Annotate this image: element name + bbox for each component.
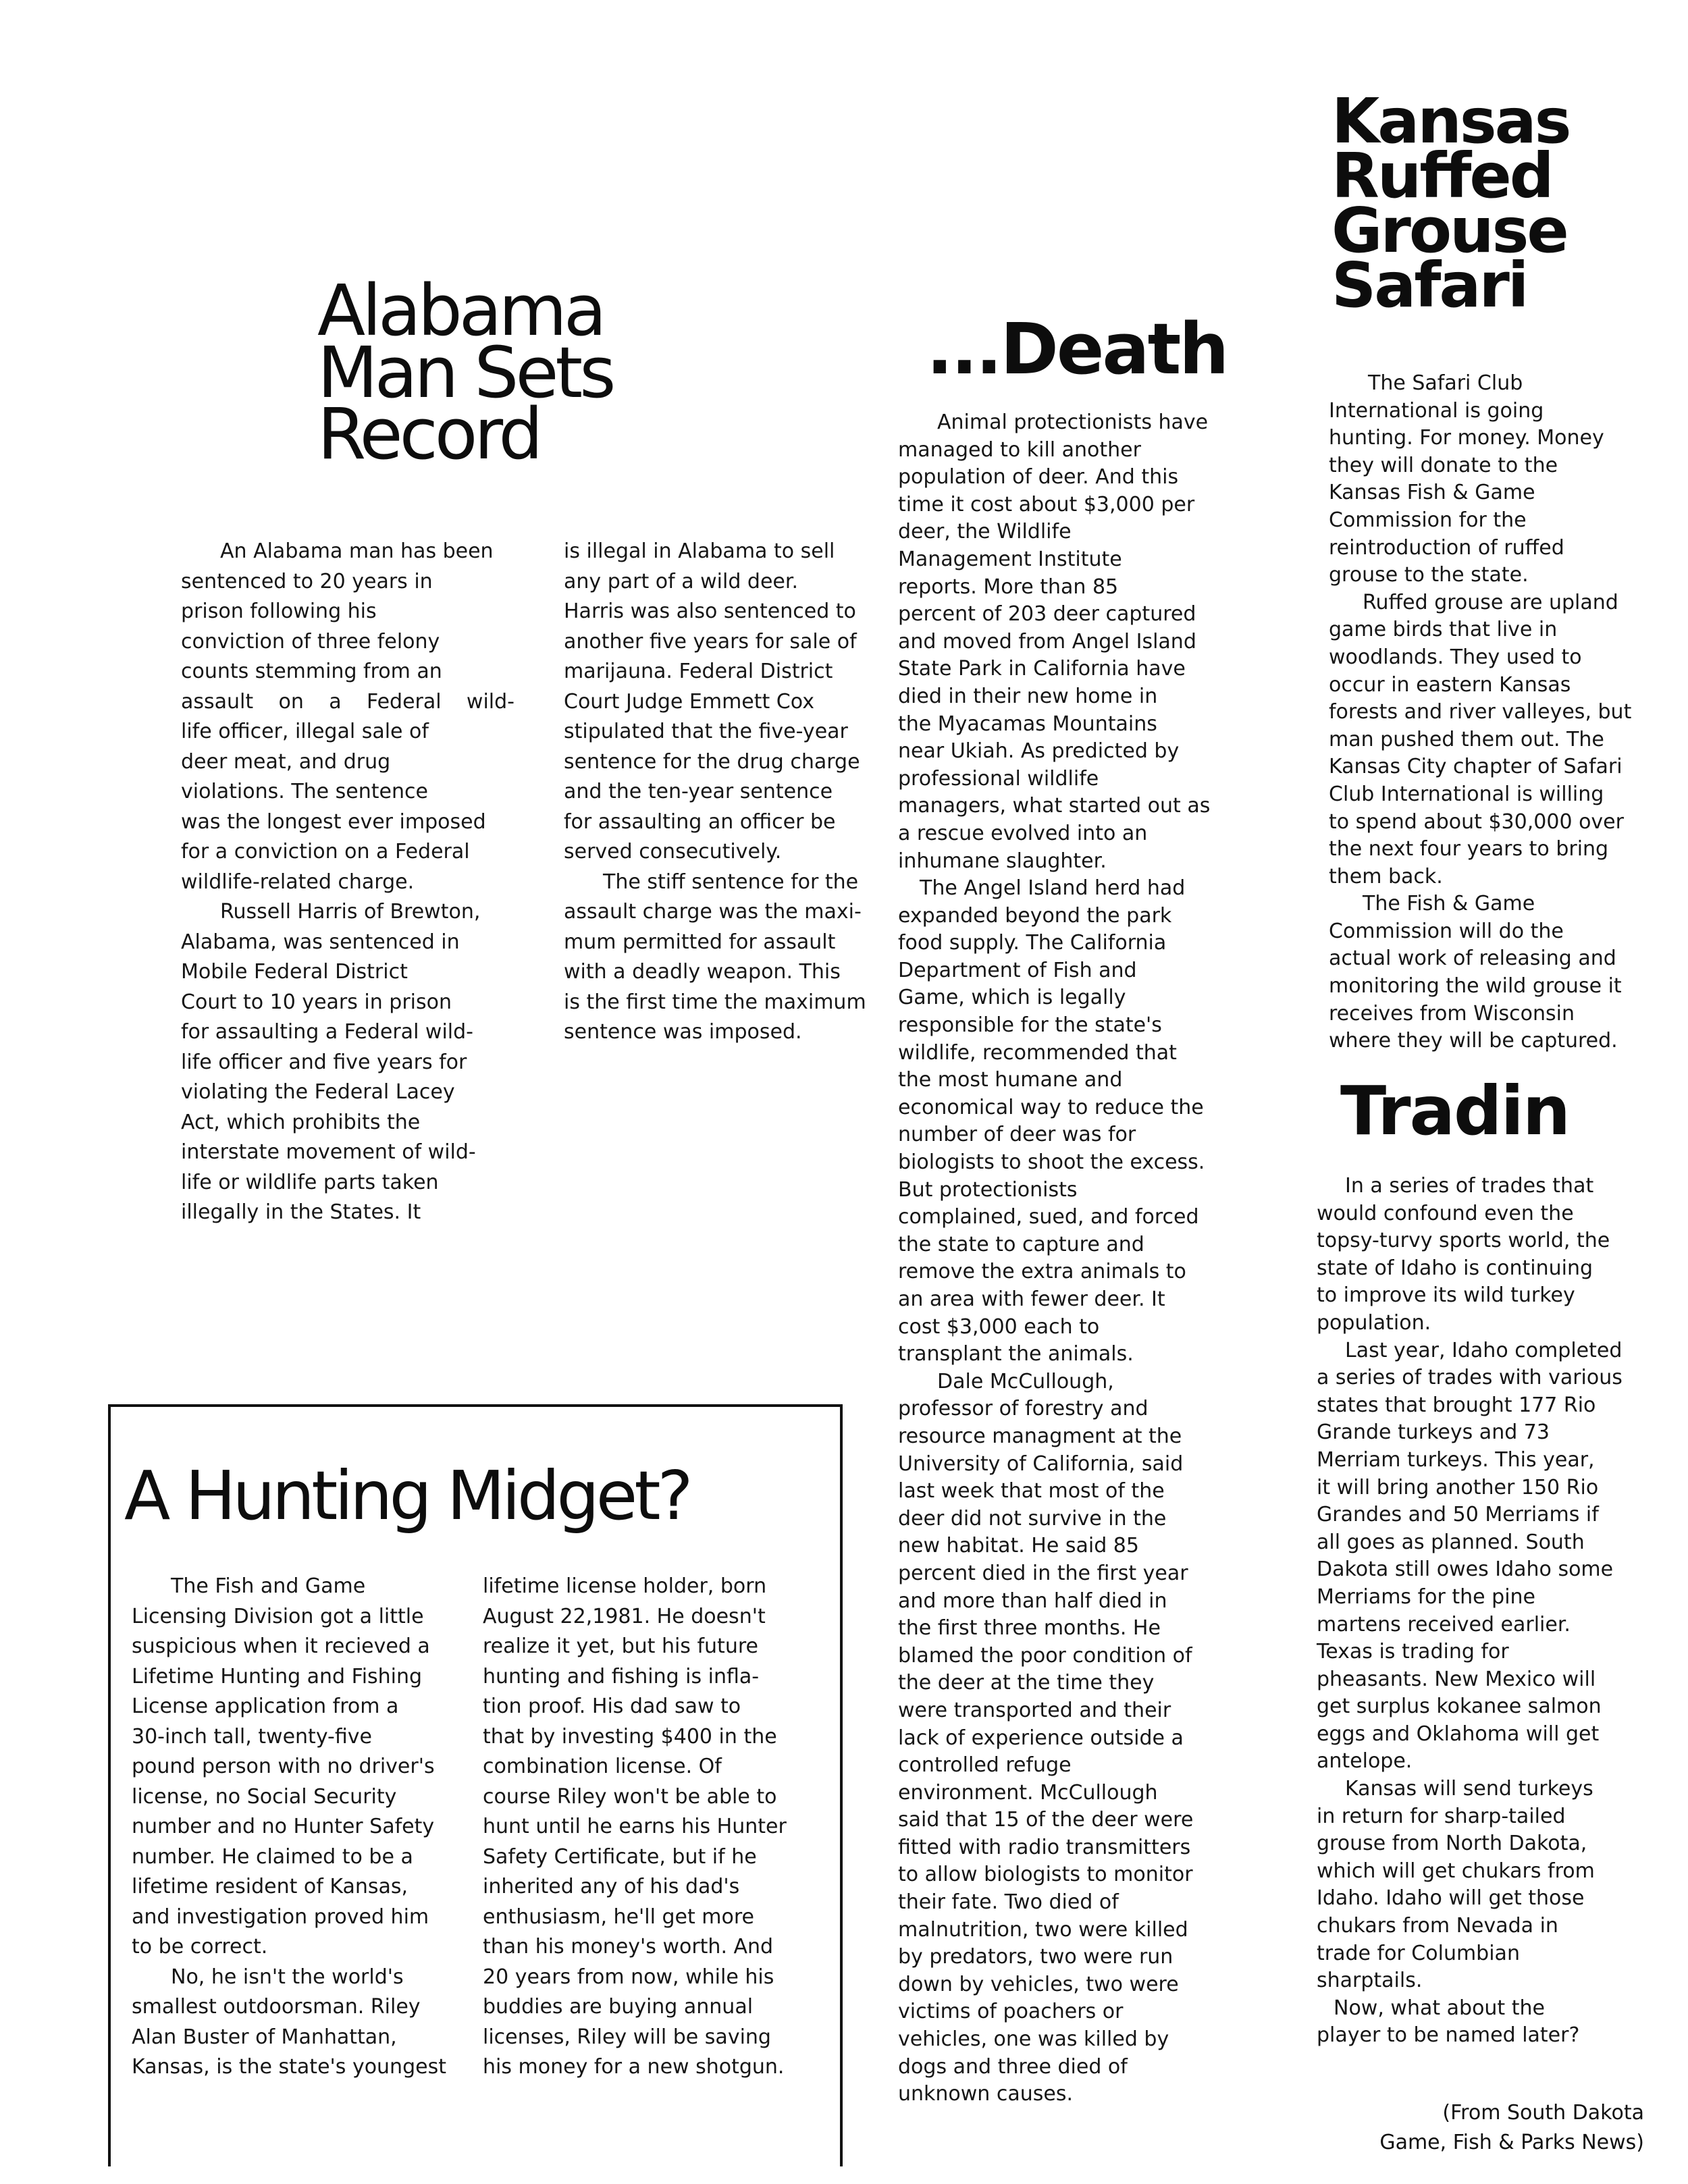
alabama-headline <box>317 269 613 476</box>
text-line: percent died in the first year <box>898 1561 1188 1585</box>
alabama-column-2 <box>564 537 898 1048</box>
text-line: them back. <box>1329 864 1443 888</box>
text-line: reports. More than 85 <box>898 575 1119 599</box>
text-line: would confound even the <box>1317 1201 1574 1225</box>
text-line: for assaulting a Federal wild- <box>181 1020 474 1044</box>
text-line: Club International is willing <box>1329 782 1604 806</box>
text-line: marijauna. Federal District <box>564 660 833 683</box>
text-line: it will bring another 150 Rio <box>1317 1475 1599 1499</box>
text-line: and moved from Angel Island <box>898 629 1196 654</box>
text-line: receives from Wisconsin <box>1329 1001 1575 1026</box>
text-line: new habitat. He said 85 <box>898 1534 1139 1558</box>
kansas-headline-line-1: Kansas <box>1331 85 1570 157</box>
midget-column-2 <box>483 1572 814 2083</box>
text-line: Alan Buster of Manhattan, <box>132 2025 397 2049</box>
text-line: for a conviction on a Federal <box>181 840 470 863</box>
text-line: Merriam turkeys. This year, <box>1317 1447 1595 1472</box>
text-line: resource managment at the <box>898 1424 1182 1448</box>
text-line: August 22,1981. He doesn't <box>483 1604 766 1628</box>
text-line: and more than half died in <box>898 1589 1167 1613</box>
credit-line: (From South Dakota <box>1442 2101 1644 2125</box>
text-line: combination license. Of <box>483 1755 722 1778</box>
text-line: State Park in California have <box>898 657 1186 681</box>
text-line: transplant the animals. <box>898 1342 1134 1366</box>
text-line: hunting. For money. Money <box>1329 426 1604 450</box>
text-line: Animal protectionists have <box>937 410 1209 434</box>
text-line: The Fish & Game <box>1363 892 1535 916</box>
text-line: that by investing $400 in the <box>483 1724 777 1749</box>
alabama-column-1 <box>181 537 515 1228</box>
kansas-headline-line-4: Safari <box>1331 248 1527 321</box>
text-line: died in their new home in <box>898 684 1158 708</box>
text-line: The Safari Club <box>1368 371 1523 395</box>
text-line: which will get chukars from <box>1317 1859 1595 1883</box>
kansas-headline <box>1331 85 1570 321</box>
text-line: licenses, Riley will be saving <box>483 2025 771 2049</box>
text-line: Merriams for the pine <box>1317 1584 1535 1609</box>
text-line: to allow biologists to monitor <box>898 1863 1193 1887</box>
text-line: number of deer was for <box>898 1123 1136 1147</box>
text-line: Commission for the <box>1329 508 1527 532</box>
text-line: economical way to reduce the <box>898 1095 1204 1119</box>
text-line: malnutrition, two were killed <box>898 1917 1188 1942</box>
text-line: Russell Harris of Brewton, <box>220 900 481 924</box>
text-line: Game, which is legally <box>898 986 1126 1010</box>
text-line: enthusiasm, he'll get more <box>483 1905 754 1929</box>
text-line: life or wildlife parts taken <box>181 1170 439 1194</box>
text-line: than his money's worth. And <box>483 1935 774 1959</box>
text-line: number and no Hunter Safety <box>132 1815 435 1838</box>
text-line: Commission will do the <box>1329 919 1564 943</box>
text-line: Grandes and 50 Merriams if <box>1317 1503 1599 1527</box>
text-line: expanded beyond the park <box>898 903 1172 928</box>
text-line: reintroduction of ruffed <box>1329 535 1564 560</box>
text-line: sentence for the drug charge <box>564 749 860 774</box>
text-line: Court to 10 years in prison <box>181 990 452 1014</box>
text-line: they will donate to the <box>1329 453 1558 477</box>
text-line: wildlife-related charge. <box>181 870 415 894</box>
text-line: population of deer. And this <box>898 465 1179 489</box>
text-line: suspicious when it recieved a <box>132 1634 430 1658</box>
text-line: life officer, illegal sale of <box>181 720 429 743</box>
text-line: sentenced to 20 years in <box>181 569 433 593</box>
text-line: life officer and five years for <box>181 1050 467 1074</box>
trading-column <box>1317 1173 1654 2050</box>
text-line: inherited any of his dad's <box>483 1875 740 1898</box>
text-line: woodlands. They used to <box>1329 645 1582 669</box>
text-line: smallest outdoorsman. Riley <box>132 1995 421 2019</box>
text-line: percent of 203 deer captured <box>898 602 1196 627</box>
text-line: biologists to shoot the excess. <box>898 1150 1205 1175</box>
text-line: 30-inch tall, twenty-five <box>132 1724 372 1749</box>
text-line: food supply. The California <box>898 931 1167 955</box>
text-line: time it cost about $3,000 per <box>898 492 1195 516</box>
text-line: actual work of releasing and <box>1329 947 1616 971</box>
text-line: the state to capture and <box>898 1232 1144 1256</box>
text-line: stipulated that the five-year <box>564 720 848 743</box>
text-line: hunt until he earns his Hunter <box>483 1815 787 1838</box>
text-line: Idaho. Idaho will get those <box>1317 1886 1585 1911</box>
text-line: unknown causes. <box>898 2082 1073 2106</box>
text-line: Last year, Idaho completed <box>1345 1338 1623 1362</box>
text-line: is the first time the maximum <box>564 990 866 1014</box>
text-line: managers, what started out as <box>898 794 1211 818</box>
text-line: last week that most of the <box>898 1479 1165 1503</box>
text-line: down by vehicles, two were <box>898 1972 1179 1996</box>
text-line: with a deadly weapon. This <box>564 960 841 984</box>
text-line: trade for Columbian <box>1317 1941 1520 1965</box>
text-line: deer meat, and drug <box>181 749 391 774</box>
text-line: deer did not survive in the <box>898 1506 1167 1530</box>
text-line: game birds that live in <box>1329 618 1558 642</box>
text-line: Safety Certificate, but if he <box>483 1844 757 1869</box>
text-line: occur in eastern Kansas <box>1329 672 1571 697</box>
text-line: Texas is trading for <box>1317 1640 1509 1664</box>
text-line: assault on a Federal wild- <box>181 689 515 714</box>
text-line: states that brought 177 Rio <box>1317 1393 1596 1417</box>
text-line: the first three months. He <box>898 1616 1161 1641</box>
text-line: deer, the Wildlife <box>898 520 1072 544</box>
text-line: pheasants. New Mexico will <box>1317 1667 1596 1691</box>
text-line: population. <box>1317 1310 1431 1335</box>
text-line: topsy-turvy sports world, the <box>1317 1229 1610 1253</box>
text-line: Court Judge Emmett Cox <box>564 689 814 714</box>
text-line: hunting and fishing is infla- <box>483 1664 760 1688</box>
text-line: and the ten-year sentence <box>564 780 833 803</box>
text-line: vehicles, one was killed by <box>898 2027 1169 2052</box>
text-line: assault charge was the maxi- <box>564 900 862 924</box>
text-line: License application from a <box>132 1695 399 1718</box>
trading-headline: Tradin <box>1340 1071 1570 1150</box>
text-line: managed to kill another <box>898 437 1141 462</box>
text-line: pound person with no driver's <box>132 1755 435 1778</box>
text-line: inhumane slaughter. <box>898 849 1107 873</box>
text-line: tion proof. His dad saw to <box>483 1695 741 1718</box>
text-line: Kansas will send turkeys <box>1345 1777 1593 1801</box>
text-line: a rescue evolved into an <box>898 821 1148 845</box>
text-line: chukars from Nevada in <box>1317 1914 1558 1938</box>
source-credit <box>1337 2098 1644 2158</box>
text-line: martens received earlier. <box>1317 1612 1571 1636</box>
credit-line: Game, Fish & Parks News) <box>1379 2131 1644 2154</box>
text-line: the most humane and <box>898 1068 1123 1092</box>
text-line: Alabama, was sentenced in <box>181 930 460 954</box>
text-line: buddies are buying annual <box>483 1995 754 2019</box>
text-line: Mobile Federal District <box>181 960 408 984</box>
text-line: University of California, said <box>898 1451 1184 1476</box>
text-line: course Riley won't be able to <box>483 1784 777 1809</box>
text-line: environment. McCullough <box>898 1780 1158 1805</box>
text-line: Kansas Fish & Game <box>1329 481 1535 505</box>
text-line: interstate movement of wild- <box>181 1140 476 1164</box>
text-line: the deer at the time they <box>898 1671 1155 1695</box>
text-line: to improve its wild turkey <box>1317 1283 1575 1308</box>
alabama-headline-line-2: Man Sets <box>317 331 613 414</box>
text-line: sentence was imposed. <box>564 1020 802 1044</box>
text-line: their fate. Two died of <box>898 1890 1119 1915</box>
text-line: professional wildlife <box>898 766 1099 791</box>
text-line: But protectionists <box>898 1177 1078 1202</box>
text-line: eggs and Oklahoma will get <box>1317 1722 1600 1746</box>
text-line: forests and river valleyes, but <box>1329 700 1632 724</box>
text-line: his money for a new shotgun. <box>483 2055 785 2079</box>
text-line: an area with fewer deer. It <box>898 1287 1165 1311</box>
midget-headline: A Hunting Midget? <box>124 1456 690 1535</box>
text-line: 20 years from now, while his <box>483 1965 774 1989</box>
text-line: blamed the poor condition of <box>898 1643 1192 1668</box>
text-line: The Angel Island herd had <box>920 876 1186 901</box>
alabama-headline-line-1: Alabama <box>317 269 604 352</box>
text-line: a series of trades with various <box>1317 1366 1623 1390</box>
text-line: violating the Federal Lacey <box>181 1080 455 1104</box>
text-line: professor of forestry and <box>898 1397 1149 1421</box>
text-line: dogs and three died of <box>898 2054 1128 2079</box>
text-line: Ruffed grouse are upland <box>1363 590 1618 614</box>
text-line: monitoring the wild grouse it <box>1329 974 1622 998</box>
text-line: Department of Fish and <box>898 958 1137 982</box>
midget-column-1 <box>132 1572 469 2083</box>
text-line: man pushed them out. The <box>1329 727 1604 751</box>
text-line: in return for sharp-tailed <box>1317 1804 1566 1828</box>
text-line: Kansas, is the state's youngest <box>132 2055 446 2079</box>
text-line: complained, sued, and forced <box>898 1205 1199 1229</box>
text-line: Harris was also sentenced to <box>564 600 856 623</box>
text-line: conviction of three felony <box>181 629 440 654</box>
alabama-headline-line-3: Record <box>317 393 540 476</box>
text-line: Grande turkeys and 73 <box>1317 1420 1550 1445</box>
text-line: Lifetime Hunting and Fishing <box>132 1664 423 1688</box>
text-line: fitted with radio transmitters <box>898 1835 1191 1859</box>
text-line: remove the extra animals to <box>898 1260 1186 1284</box>
death-headline: ...Death <box>926 308 1228 390</box>
text-line: prison following his <box>181 600 377 623</box>
text-line: by predators, two were run <box>898 1945 1173 1969</box>
text-line: Dale McCullough, <box>937 1369 1114 1393</box>
text-line: near Ukiah. As predicted by <box>898 739 1180 764</box>
text-line: counts stemming from an <box>181 660 442 683</box>
text-line: was the longest ever imposed <box>181 809 486 834</box>
text-line: Kansas City chapter of Safari <box>1329 755 1623 779</box>
text-line: to be correct. <box>132 1935 268 1959</box>
text-line: another five years for sale of <box>564 629 857 654</box>
text-line: Management Institute <box>898 547 1122 571</box>
text-line: Dakota still owes Idaho some <box>1317 1557 1614 1582</box>
text-line: for assaulting an officer be <box>564 809 836 834</box>
text-line: the Myacamas Mountains <box>898 712 1157 736</box>
text-line: is illegal in Alabama to sell <box>564 539 835 563</box>
text-line: said that 15 of the deer were <box>898 1808 1194 1832</box>
text-line: where they will be captured. <box>1329 1029 1618 1053</box>
kansas-headline-line-2: Ruffed <box>1331 139 1552 212</box>
text-line: number. He claimed to be a <box>132 1844 413 1869</box>
text-line: No, he isn't the world's <box>171 1965 404 1989</box>
kansas-column <box>1329 370 1660 1055</box>
text-line: state of Idaho is continuing <box>1317 1256 1593 1280</box>
text-line: In a series of trades that <box>1345 1174 1594 1198</box>
text-line: The Fish and Game <box>171 1574 366 1598</box>
text-line: lack of experience outside a <box>898 1726 1184 1750</box>
text-line: mum permitted for assault <box>564 930 836 954</box>
text-line: Licensing Division got a little <box>132 1604 424 1628</box>
text-line: all goes as planned. South <box>1317 1530 1585 1554</box>
text-line: and investigation proved him <box>132 1905 429 1929</box>
text-line: to spend about $30,000 over <box>1329 809 1624 834</box>
text-line: victims of poachers or <box>898 2000 1124 2024</box>
text-line: Act, which prohibits the <box>181 1110 421 1134</box>
text-line: the next four years to bring <box>1329 837 1609 861</box>
text-line: cost $3,000 each to <box>898 1314 1100 1339</box>
text-line: The stiff sentence for the <box>603 870 859 894</box>
text-line: were transported and their <box>898 1698 1171 1722</box>
text-line: sharptails. <box>1317 1969 1423 1993</box>
text-line: any part of a wild deer. <box>564 569 798 593</box>
text-line: violations. The sentence <box>181 780 428 803</box>
text-line: grouse to the state. <box>1329 563 1529 587</box>
text-line: grouse from North Dakota, <box>1317 1832 1587 1856</box>
kansas-headline-line-3: Grouse <box>1331 194 1567 267</box>
text-line: realize it yet, but his future <box>483 1634 758 1658</box>
text-line: An Alabama man has been <box>220 539 494 563</box>
death-column <box>898 409 1236 2108</box>
text-line: get surplus kokanee salmon <box>1317 1695 1602 1719</box>
text-line: lifetime license holder, born <box>483 1574 767 1598</box>
text-line: served consecutively. <box>564 840 782 863</box>
text-line: antelope. <box>1317 1749 1413 1774</box>
text-line: International is going <box>1329 398 1544 423</box>
text-line: wildlife, recommended that <box>898 1040 1177 1065</box>
text-line: responsible for the state's <box>898 1013 1162 1038</box>
text-line: illegally in the States. It <box>181 1200 421 1224</box>
text-line: lifetime resident of Kansas, <box>132 1875 408 1898</box>
text-line: Now, what about the <box>1334 1996 1545 2020</box>
text-line: controlled refuge <box>898 1753 1072 1778</box>
text-line: player to be named later? <box>1317 2023 1580 2048</box>
text-line: license, no Social Security <box>132 1784 397 1809</box>
